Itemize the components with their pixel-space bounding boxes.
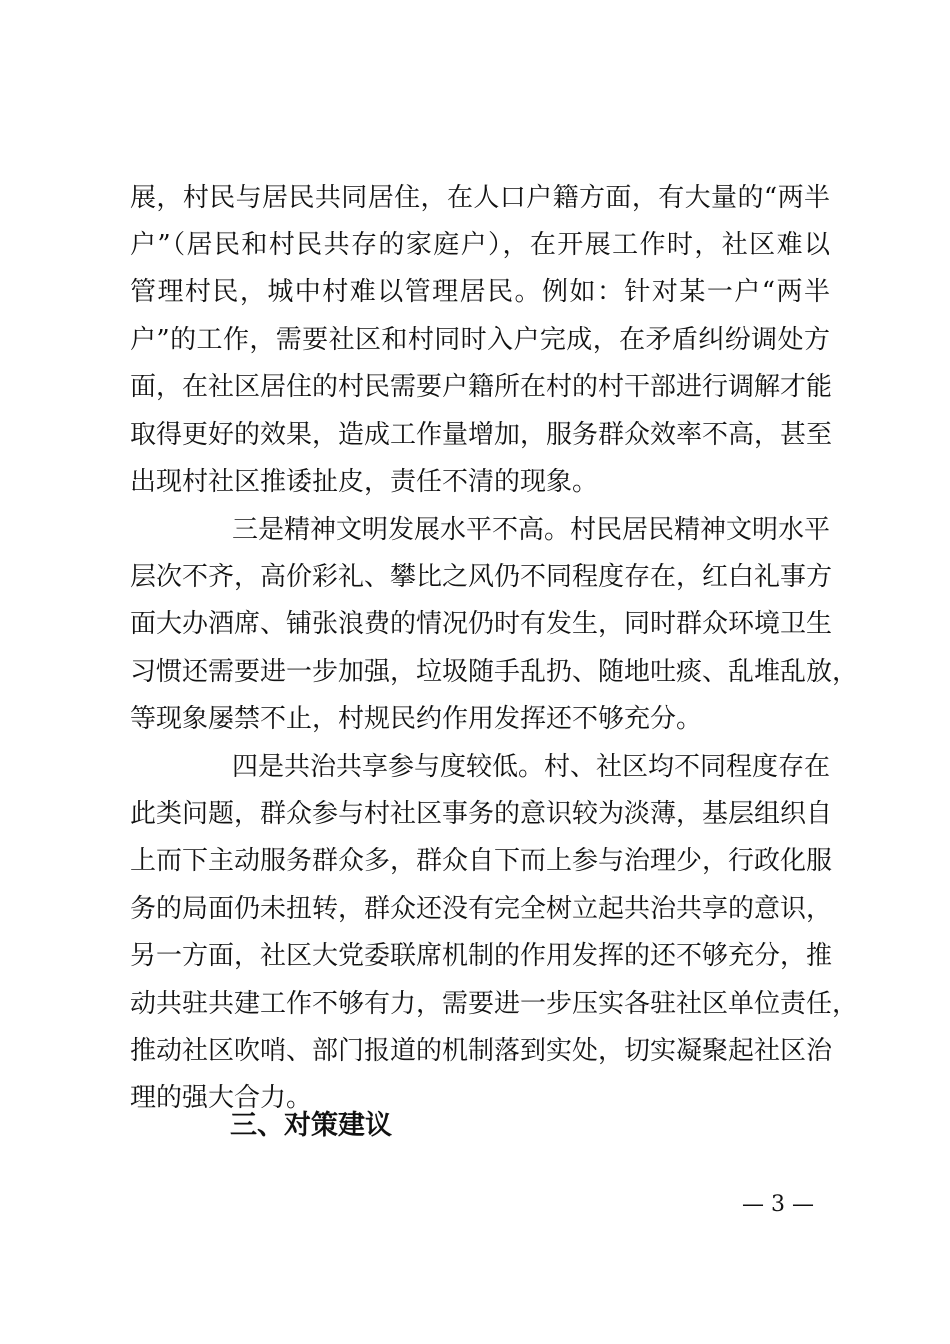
paragraph-line: 此类问题，群众参与村社区事务的意识较为淡薄，基层组织自 (130, 799, 833, 829)
paragraph-line: 四是共治共享参与度较低。村、社区均不同程度存在 (232, 752, 831, 782)
paragraph-line: 层次不齐，高价彩礼、攀比之风仍不同程度存在，红白礼事方 (130, 562, 833, 592)
paragraph-line: 务的局面仍未扭转，群众还没有完全树立起共治共享的意识， (130, 894, 833, 924)
paragraph-line: 推动社区吹哨、部门报道的机制落到实处，切实凝聚起社区治 (130, 1036, 833, 1066)
paragraph-line: 管理村民，城中村难以管理居民。例如：针对某一户“两半 (130, 277, 830, 307)
paragraph-line: 另一方面，社区大党委联席机制的作用发挥的还不够充分，推 (130, 941, 833, 971)
paragraph-line: 动共驻共建工作不够有力，需要进一步压实各驻社区单位责任， (130, 989, 859, 1019)
paragraph-line: 理的强大合力。 (130, 1083, 313, 1113)
section-heading: 三、对策建议 (230, 1110, 392, 1141)
paragraph-line: 面，在社区居住的村民需要户籍所在村的村干部进行调解才能 (130, 372, 833, 402)
paragraph-line: 户”的工作，需要社区和村同时入户完成，在矛盾纠纷调处方 (130, 325, 830, 355)
paragraph-line: 等现象屡禁不止，村规民约作用发挥还不够充分。 (130, 704, 703, 734)
paragraph-line: 户”（居民和村民共存的家庭户），在开展工作时，社区难以 (130, 230, 830, 260)
paragraph-line: 展，村民与居民共同居住，在人口户籍方面，有大量的“两半 (130, 183, 830, 213)
paragraph-line: 习惯还需要进一步加强，垃圾随手乱扔、随地吐痰、乱堆乱放， (130, 657, 859, 687)
paragraph-line: 取得更好的效果，造成工作量增加，服务群众效率不高，甚至 (130, 420, 833, 450)
paragraph-line: 三是精神文明发展水平不高。村民居民精神文明水平 (232, 515, 831, 545)
paragraph-line: 上而下主动服务群众多，群众自下而上参与治理少，行政化服 (130, 846, 833, 876)
paragraph-line: 面大办酒席、铺张浪费的情况仍时有发生，同时群众环境卫生 (130, 609, 833, 639)
paragraph-line: 出现村社区推诿扯皮，责任不清的现象。 (130, 467, 599, 497)
page-number: — 3 — (742, 1192, 814, 1217)
